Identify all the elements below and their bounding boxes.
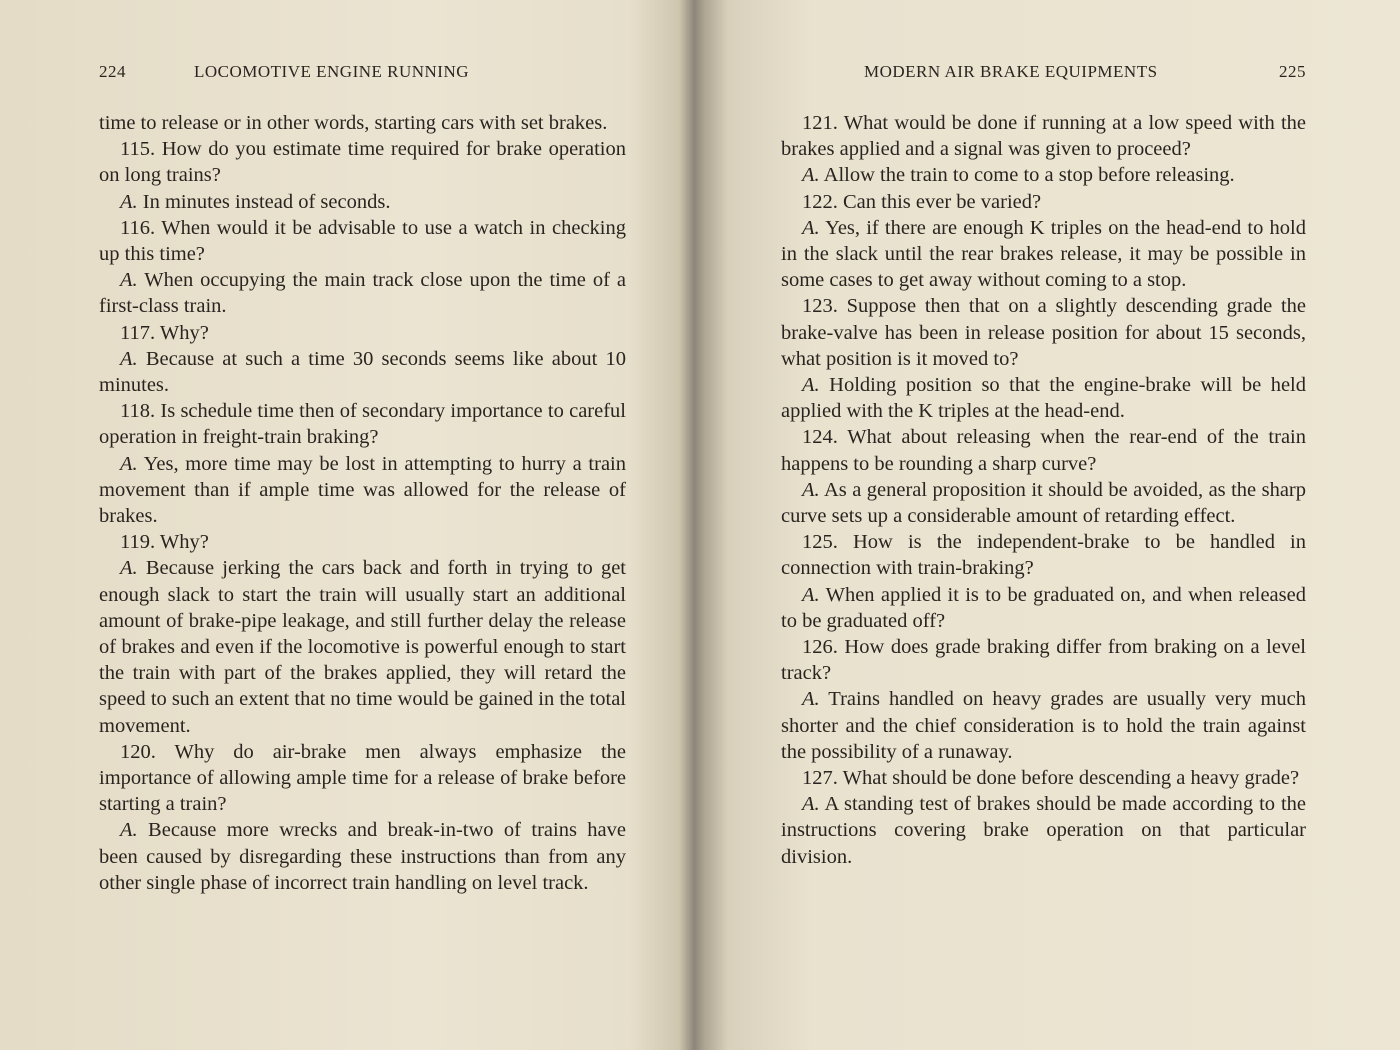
left-page-number: 224 [99, 62, 126, 81]
question: 121. What would be done if running at a low speed with the brakes applied and a signal was given to proceed? [781, 112, 1306, 161]
question: 127. What should be done before descending a heavy grade? [802, 767, 1300, 790]
answer: A. Yes, if there are enough K triples on the head-end to hold in the slack until the rear brakes release, it may be possible in some cases to get away without coming to a stop. [781, 216, 1306, 292]
question: 124. What about releasing when the rear-end of the train happens to be rounding a sharp curve? [781, 426, 1306, 475]
question: 125. How is the independent-brake to be handled in connection with train-braking? [781, 531, 1306, 580]
left-page-body [99, 110, 626, 896]
question: 120. Why do air-brake men always emphasize the importance of allowing ample time for a release of brake before starting a train? [99, 740, 626, 816]
answer: A. When occupying the main track close upon the time of a first-class train. [99, 269, 626, 318]
question: 122. Can this ever be varied? [802, 190, 1042, 213]
paragraph: time to release or in other words, starting cars with set brakes. [99, 112, 608, 134]
answer: A. Because jerking the cars back and forth in trying to get enough slack to start the train will usually start an additional amount of brake-pipe leakage, and still further delay the release of brakes and even if the locomotive is powerful enough to start the train with part of the brakes applied, they will retard the speed to such an extent that no time would be gained in the total movement. [99, 557, 626, 737]
right-page [700, 0, 1400, 1050]
question: 115. How do you estimate time required for brake operation on long trains? [99, 138, 626, 187]
right-running-head: MODERN AIR BRAKE EQUIPMENTS [864, 62, 1158, 81]
answer: A. As a general proposition it should be avoided, as the sharp curve sets up a considerable amount of retarding effect. [781, 478, 1306, 528]
question: 126. How does grade braking differ from braking on a level track? [781, 636, 1306, 685]
left-running-head: LOCOMOTIVE ENGINE RUNNING [194, 62, 470, 81]
right-page-number: 225 [1279, 62, 1306, 81]
answer: A. Holding position so that the engine-brake will be held applied with the K triples at the head-end. [781, 374, 1307, 423]
answer: A. A standing test of brakes should be made according to the instructions covering brake operation on that particular division. [781, 793, 1306, 868]
answer: A. Because at such a time 30 seconds seems like about 10 minutes. [99, 347, 626, 397]
answer: A. Yes, more time may be lost in attempting to hurry a train movement than if ample time was allowed for the release of brakes. [99, 452, 626, 528]
answer: A. Trains handled on heavy grades are usually very much shorter and the chief consideration is to hold the train against the possibility of a runaway. [781, 688, 1306, 763]
answer: A. Allow the train to come to a stop before releasing. [802, 164, 1235, 187]
answer: A. When applied it is to be graduated on, and when released to be graduated off? [781, 583, 1306, 632]
question: 123. Suppose then that on a slightly descending grade the brake-valve has been in release position for about 15 seconds, what position is it moved to? [781, 295, 1306, 370]
answer: A. In minutes instead of seconds. [120, 190, 391, 213]
right-page-body [781, 110, 1306, 870]
question: 119. Why? [120, 531, 209, 554]
question: 117. Why? [120, 321, 209, 344]
question: 118. Is schedule time then of secondary importance to careful operation in freight-train braking? [99, 400, 626, 449]
question: 116. When would it be advisable to use a watch in checking up this time? [99, 216, 626, 266]
answer: A. Because more wrecks and break-in-two of trains have been caused by disregarding these instructions than from any other single phase of incorrect train handling on level track. [99, 819, 627, 894]
